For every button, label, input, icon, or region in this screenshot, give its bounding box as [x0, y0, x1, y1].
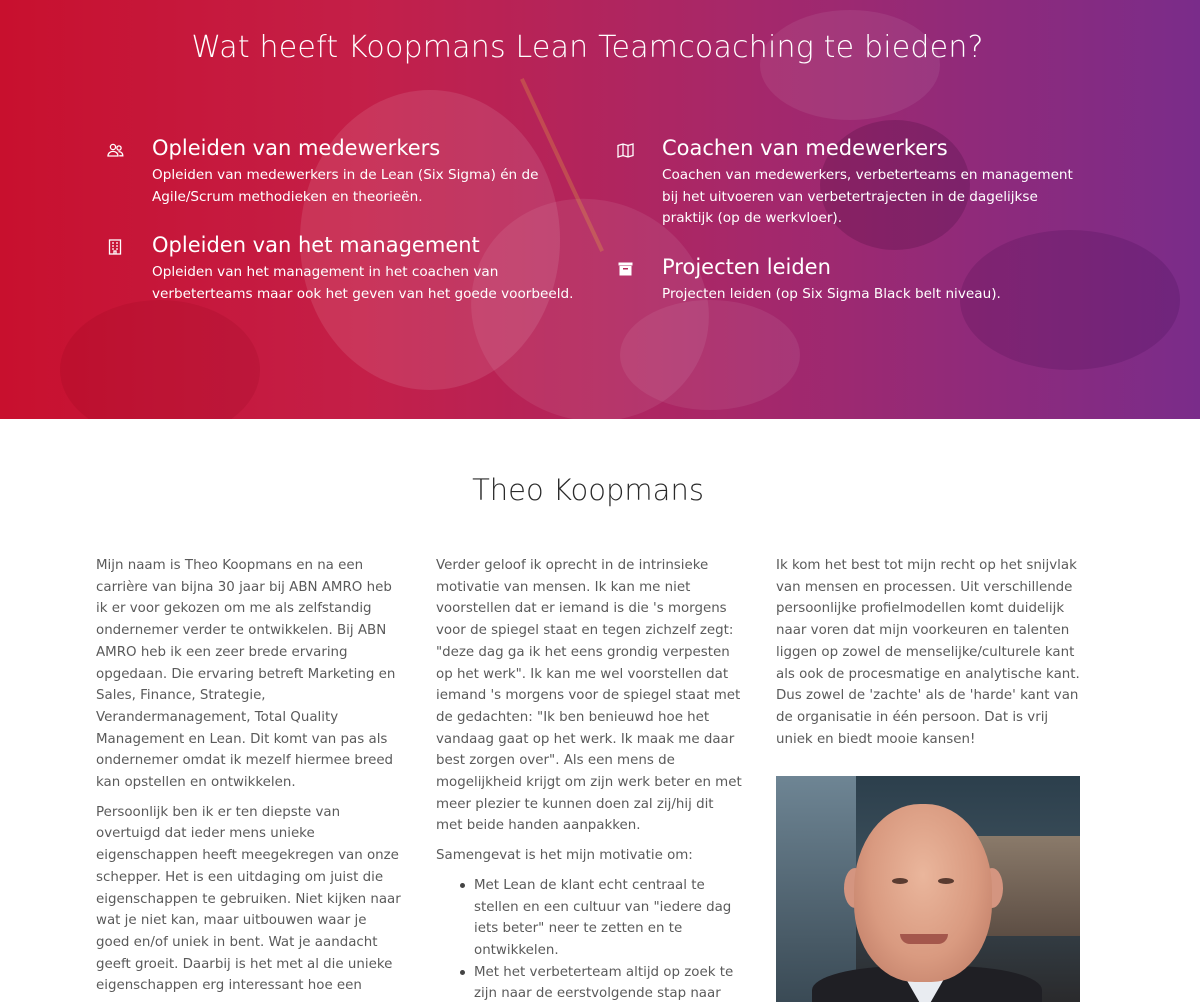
feature-title: Coachen van medewerkers — [662, 136, 948, 160]
bio-column-1 — [96, 555, 402, 1005]
feature-title: Opleiden van het management — [152, 233, 480, 257]
bio-paragraph: Mijn naam is Theo Koopmans en na een carrière van bijna 30 jaar bij ABN AMRO heb ik er voor gekozen om me als zelfstandig ondernemer verder te ontwikkelen. Bij ABN AMRO heb ik een zeer brede ervaring opgedaan. Die ervaring betreft Marketing en Sales, Finance, Strategie, Verandermanagement, Total Quality Management en Lean. Dit komt van pas als ondernemer omdat ik mezelf hiermee breed kan opstellen en ontwikkelen. — [96, 558, 396, 791]
hero-section — [0, 0, 1200, 419]
feature-text: Opleiden van medewerkers in de Lean (Six Sigma) én de Agile/Scrum methodieken en theorieën. — [152, 167, 539, 205]
map-icon — [616, 142, 634, 158]
bio-paragraph: Samengevat is het mijn motivatie om: — [436, 848, 693, 864]
background-photo-shape — [760, 10, 940, 120]
bio-paragraph: Persoonlijk ben ik er ten diepste van overtuigd dat ieder mens unieke eigenschappen heeft meegekregen van onze schepper. Het is een uitdaging om juist die eigenschappen te gebruiken. Niet kijken naar wat je niet kan, maar uitbouwen waar je goed en/of uniek in bent. Wat je aandacht geeft groeit. Daarbij is het met al die unieke eigenschappen erg interessant hoe een — [96, 804, 401, 994]
archive-icon — [616, 261, 634, 277]
people-icon — [106, 142, 124, 158]
bio-paragraph: Ik kom het best tot mijn recht op het snijvlak van mensen en processen. Uit verschillende persoonlijke profielmodellen komt duidelijk naar voren dat mijn voorkeuren en talenten liggen op zowel de menselijke/culturele kant als ook de procesmatige en analytische kant. Dus zowel de 'zachte' als de 'harde' kant van de organisatie in één persoon. Dat is vrij uniek en biedt mooie kansen! — [776, 558, 1080, 747]
motivation-list — [474, 875, 742, 1005]
feature-text: Opleiden van het management in het coachen van verbeterteams maar ook het geven van het goede voorbeeld. — [152, 264, 574, 302]
background-photo-shape — [620, 300, 800, 410]
hero-title: Wat heeft Koopmans Lean Teamcoaching te bieden? — [191, 30, 984, 65]
building-icon — [106, 239, 124, 255]
feature-title: Opleiden van medewerkers — [152, 136, 441, 160]
list-item: Met het verbeterteam altijd op zoek te zijn naar de eerstvolgende stap naar — [474, 962, 742, 1005]
bio-paragraph: Verder geloof ik oprecht in de intrinsieke motivatie van mensen. Ik kan me niet voorstellen dat er iemand is die 's morgens voor de spiegel staat en tegen zichzelf zegt: "deze dag ga ik het eens grondig verpesten op het werk". Ik kan me wel voorstellen dat iemand 's morgens voor de spiegel staat met de gedachten: "Ik ben benieuwd hoe het vandaag gaat op het werk. Ik maak me daar best zorgen over". Als een mens de mogelijkheid krijgt om zijn werk beter en met meer plezier te kunnen doen zal zij/hij dit met beide handen aanpakken. — [436, 558, 742, 834]
bio-column-2 — [436, 555, 742, 1005]
list-item: Met Lean de klant echt centraal te stellen en een cultuur van "iedere dag iets beter" neer te zetten en te ontwikkelen. — [474, 875, 742, 962]
feature-title: Projecten leiden — [662, 255, 831, 279]
feature-text: Coachen van medewerkers, verbeterteams en management bij het uitvoeren van verbetertrajecten in de dagelijkse praktijk (op de werkvloer). — [662, 167, 1073, 226]
bio-title: Theo Koopmans — [472, 473, 704, 507]
portrait-photo — [776, 776, 1080, 1002]
bio-column-3 — [776, 555, 1082, 758]
background-photo-shape — [60, 300, 260, 419]
feature-text: Projecten leiden (op Six Sigma Black belt niveau). — [662, 286, 1001, 302]
